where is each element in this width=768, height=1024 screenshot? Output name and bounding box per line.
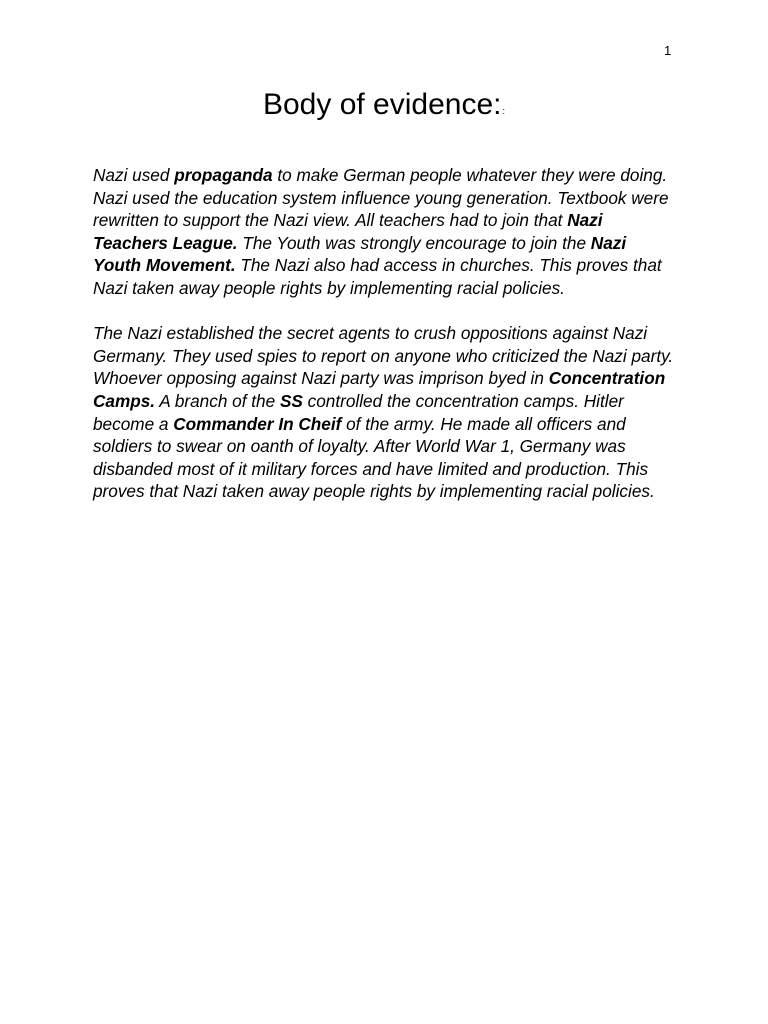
paragraph-segment: controlled the concentration camps. Hitler become a	[93, 390, 624, 434]
bold-term-youth-movement: Nazi Youth Movement.	[93, 232, 627, 276]
bold-term-commander: Commander In Cheif	[173, 413, 342, 434]
bold-term-ss: SS	[279, 390, 303, 411]
paragraph-segment: of the army. He made all officers and soldiers to swear on oanth of loyalty. After World War 1, Germany was disbanded most of it military forces and have limited and production. This proves that Nazi taken away people rights by implementing racial policies.	[93, 413, 655, 502]
paragraph-segment: The Youth was strongly encourage to join the	[237, 232, 591, 253]
paragraph-segment: Nazi used	[93, 165, 175, 185]
paragraph-segment: The Nazi also had access in churches. This proves that Nazi taken away people rights by implementing racial policies.	[93, 255, 662, 298]
paragraph-segment: to make German people whatever they were doing. Nazi used the education system influence young generation. Textbook were rewritten to support the Nazi view. All teachers had to join that	[93, 165, 669, 231]
title-mark: :	[502, 106, 505, 116]
document-title	[0, 86, 768, 130]
paragraph-secret-agents	[93, 322, 678, 503]
document-body	[93, 164, 678, 526]
bold-term-teachers-league: Nazi Teachers League.	[93, 210, 603, 253]
bold-term-concentration-camps: Concentration Camps.	[93, 368, 666, 411]
paragraph-segment: The Nazi established the secret agents to crush oppositions against Nazi Germany. They used spies to report on anyone who criticized the Nazi party. Whoever opposing against Nazi party was imprison byed in	[93, 323, 674, 389]
paragraph-propaganda	[93, 164, 678, 300]
page-number: 1	[664, 43, 672, 58]
paragraph-segment: A branch of the	[155, 390, 280, 411]
document-title-text: Body of evidence:	[262, 88, 502, 121]
bold-term-propaganda: propaganda	[174, 165, 273, 185]
